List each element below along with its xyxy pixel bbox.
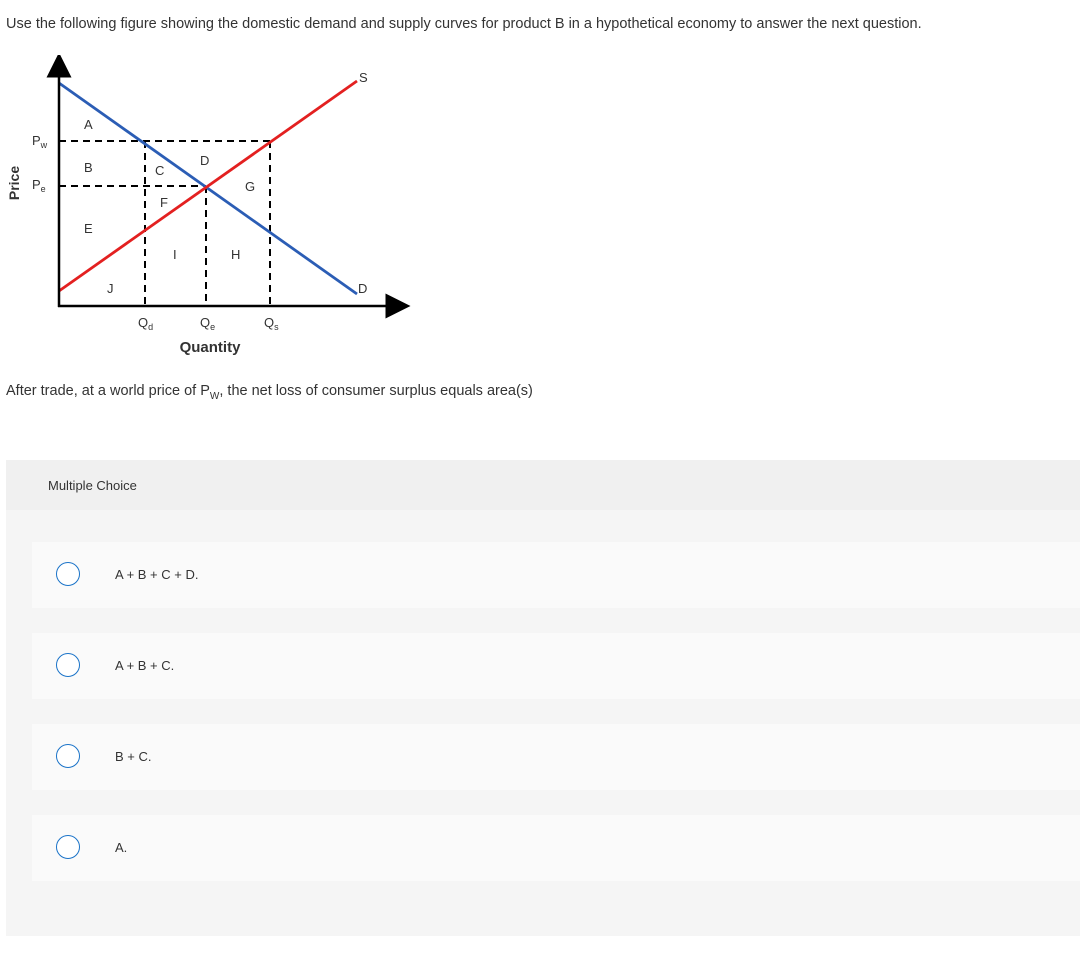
choice-label: A + B + C + D. xyxy=(115,567,199,582)
area-d-label: D xyxy=(200,153,210,168)
area-g-label: G xyxy=(245,179,256,194)
demand-curve xyxy=(59,83,357,294)
multiple-choice-header: Multiple Choice xyxy=(6,460,1080,510)
radio-button-icon[interactable] xyxy=(56,744,80,768)
y-axis-label: Price xyxy=(6,165,22,201)
x-axis-label: Quantity xyxy=(179,339,241,356)
area-e-label: E xyxy=(84,221,93,236)
demand-label: D xyxy=(358,281,368,296)
area-i-label: I xyxy=(173,247,177,262)
choice-option-3[interactable] xyxy=(32,724,1080,790)
intro-text: Use the following figure showing the domestic demand and supply curves for product B in a hypothetical economy to answer the next question. xyxy=(6,16,922,32)
qd-label: $Q_d$ xyxy=(138,315,154,332)
choice-label: B + C. xyxy=(115,749,152,764)
multiple-choice-panel xyxy=(6,460,1080,936)
figure-svg xyxy=(0,55,420,365)
pw-label: $P_w$ xyxy=(32,133,48,150)
area-f-label: F xyxy=(160,195,168,210)
area-b-label: B xyxy=(84,160,93,175)
area-a-label: A xyxy=(84,117,93,132)
choice-option-1[interactable] xyxy=(32,542,1080,608)
supply-demand-figure xyxy=(0,55,420,365)
question-text: After trade, at a world price of $P_W$, the net loss of consumer surplus equals area(s) xyxy=(6,383,533,402)
pe-label: $P_e$ xyxy=(32,177,46,194)
qe-label: $Q_e$ xyxy=(200,315,216,332)
choice-label: A. xyxy=(115,840,128,855)
qs-label: $Q_s$ xyxy=(264,315,279,332)
area-h-label: H xyxy=(231,247,241,262)
radio-button-icon[interactable] xyxy=(56,562,80,586)
radio-button-icon[interactable] xyxy=(56,835,80,859)
choice-label: A + B + C. xyxy=(115,658,175,673)
radio-button-icon[interactable] xyxy=(56,653,80,677)
choice-option-2[interactable] xyxy=(32,633,1080,699)
supply-curve xyxy=(59,81,357,291)
area-j-label: J xyxy=(107,281,114,296)
choice-option-4[interactable] xyxy=(32,815,1080,881)
supply-label: S xyxy=(359,70,368,85)
area-c-label: C xyxy=(155,163,165,178)
